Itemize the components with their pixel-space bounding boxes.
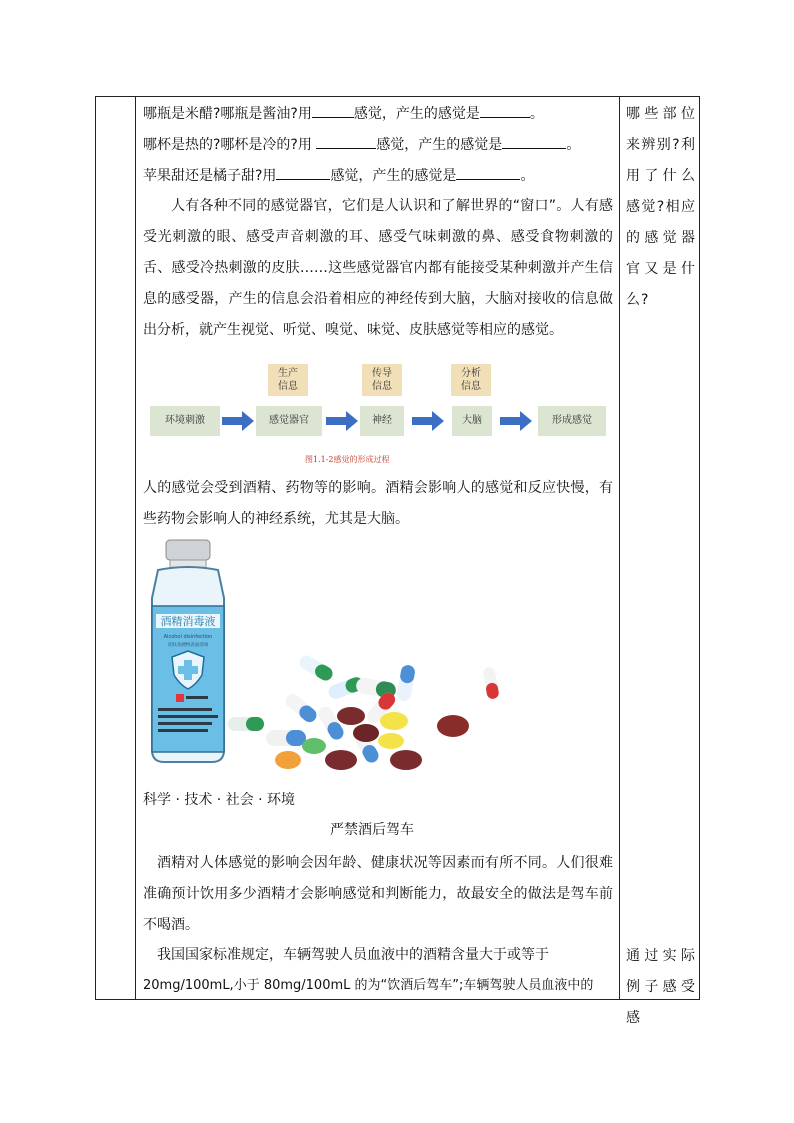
column-divider [619, 97, 620, 999]
disinfectant-bottle-icon [152, 540, 224, 762]
drinking-paragraph: 酒精对人体感觉的影响会因年龄、健康状况等因素而有所不同。人们很难准确预计饮用多少酒精才会影响感觉和判断能力，故最安全的做法是驾车前不喝酒。 [143, 855, 613, 933]
question-line-1: 哪瓶是米醋?哪瓶是酱油?用 感觉，产生的感觉是 。 [143, 103, 544, 124]
pills-icon [228, 653, 500, 770]
side-question: 哪些部位来辨别?利用了什么感觉?相应的感觉器官又是什么? [626, 106, 696, 308]
intro-paragraph: 人有各种不同的感觉器官，它们是人认识和了解世界的“窗口”。人有感受光刺激的眼、感受声音刺激的耳、感受气味刺激的鼻、感受食物刺激的舌、感受冷热刺激的皮肤……这些感觉器官内都有能接受某种刺激并产生信息的感受器，产生的信息会沿着相应的神经传到大脑，大脑对接收的信息做出分析，就产生视觉、听觉、嗅觉、味觉、皮肤感觉等相应的感觉。 [143, 198, 613, 338]
step-brain: 大脑 [452, 406, 492, 436]
step-sense-organ: 感觉器官 [256, 406, 322, 436]
question-line-2: 哪杯是热的?哪杯是冷的?用 感觉，产生的感觉是 。 [143, 134, 580, 155]
svg-text:皮肤及硬物表面消毒: 皮肤及硬物表面消毒 [167, 643, 209, 648]
center-title: 严禁酒后驾车 [330, 822, 414, 838]
svg-text:Alcohol disinfection: Alcohol disinfection [163, 634, 213, 640]
step-form-sensation: 形成感觉 [538, 406, 606, 436]
label-produce-info: 生产 信息 [268, 364, 308, 396]
regulation-line-1: 我国国家标准规定，车辆驾驶人员血液中的酒精含量大于或等于 [157, 947, 549, 963]
label-analyze-info: 分析 信息 [451, 364, 491, 396]
answer-blank[interactable] [456, 165, 520, 180]
answer-blank[interactable] [312, 103, 354, 118]
answer-blank[interactable] [276, 165, 330, 180]
alcohol-paragraph: 人的感觉会受到酒精、药物等的影响。酒精会影响人的感觉和反应快慢，有些药物会影响人的神经系统，尤其是大脑。 [143, 480, 613, 527]
arrow-icon [222, 411, 254, 431]
step-environment: 环境刺激 [150, 406, 220, 436]
regulation-line-2: 20mg/100mL,小于 80mg/100mL 的为“饮酒后驾车”;车辆驾驶人员血液中的 [143, 978, 594, 993]
arrow-icon [326, 411, 358, 431]
figure-caption: 图1.1-2感觉的形成过程 [305, 455, 390, 464]
answer-blank[interactable] [480, 103, 530, 118]
arrow-icon [412, 411, 444, 431]
section-title: 科学 · 技术 · 社会 · 环境 [143, 792, 296, 808]
alcohol-and-pills-illustration [136, 538, 516, 778]
question-line-3: 苹果甜还是橘子甜?用 感觉，产生的感觉是 。 [143, 165, 534, 186]
answer-blank[interactable] [316, 134, 376, 149]
step-nerve: 神经 [360, 406, 404, 436]
side-note: 通过实际例子感受感 [626, 948, 696, 1026]
answer-blank[interactable] [502, 134, 566, 149]
label-transmit-info: 传导 信息 [362, 364, 402, 396]
svg-text:酒精消毒液: 酒精消毒液 [160, 615, 216, 628]
arrow-icon [500, 411, 532, 431]
